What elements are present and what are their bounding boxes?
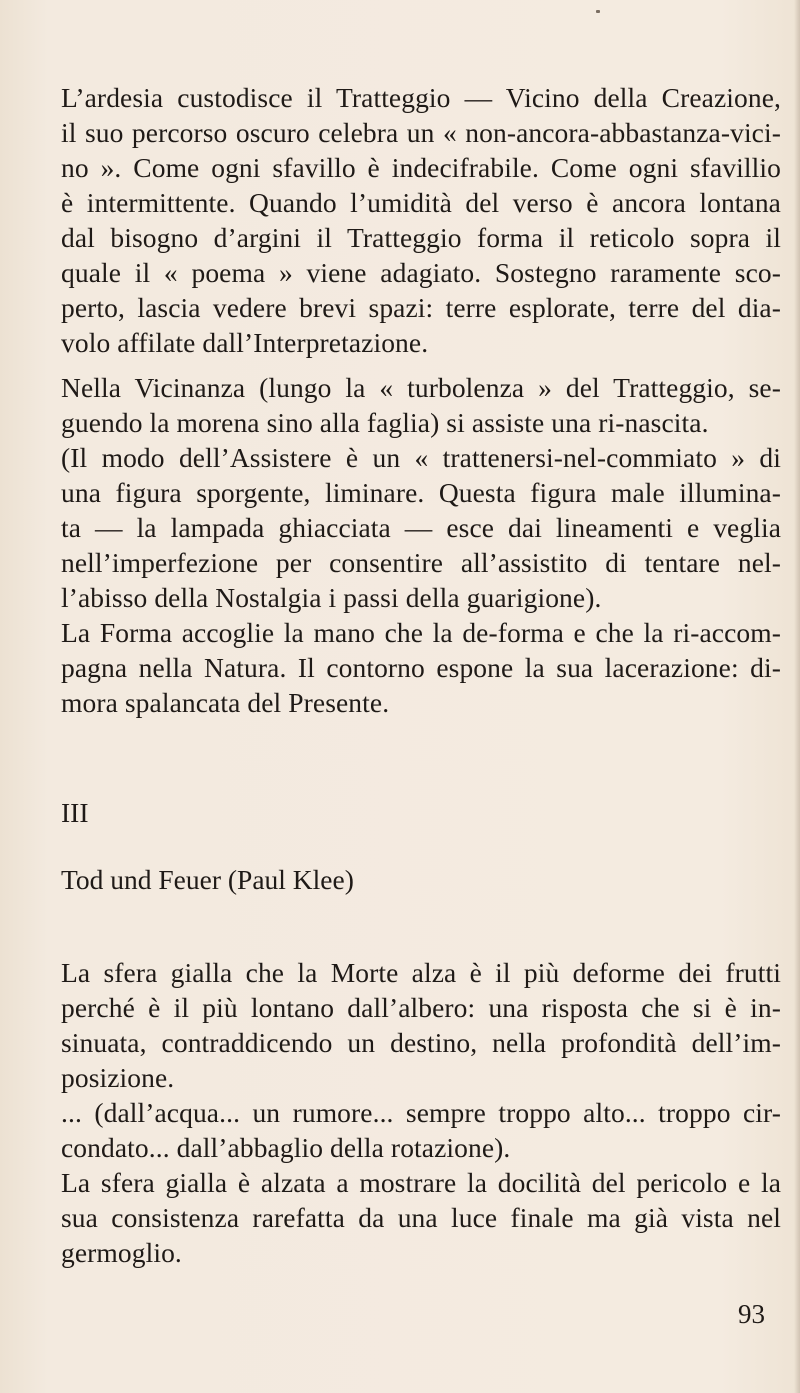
page-edge-shadow xyxy=(794,0,800,1393)
paragraph-tratteggio xyxy=(61,80,781,360)
text-line: sua consistenza rarefatta da una luce finale ma già vista nel xyxy=(61,1202,781,1233)
text-line: La sfera gialla che la Morte alza è il più deforme dei frutti xyxy=(61,957,781,988)
text-line: una figura sporgente, liminare. Questa figura male illumina- xyxy=(61,477,781,508)
text-line: sinuata, contraddicendo un destino, nella profondità dell’im- xyxy=(61,1027,781,1058)
text-line: perto, lascia vedere brevi spazi: terre esplorate, terre del dia- xyxy=(61,292,781,323)
section-title: Tod und Feuer (Paul Klee) xyxy=(61,864,354,895)
text-line: guendo la morena sino alla faglia) si assiste una ri-nascita. xyxy=(61,407,709,438)
text-line: il suo percorso oscuro celebra un « non-ancora-abbastanza-vici- xyxy=(61,117,781,148)
text-line: La Forma accoglie la mano che la de-forma e che la ri-accom- xyxy=(61,617,781,648)
text-line: ... (dall’acqua... un rumore... sempre troppo alto... troppo cir- xyxy=(61,1097,781,1128)
text-line: La sfera gialla è alzata a mostrare la docilità del pericolo e la xyxy=(61,1167,781,1198)
paragraph-sfera-gialla xyxy=(61,955,781,1270)
paragraph-vicinanza xyxy=(61,370,781,720)
text-line: ta — la lampada ghiacciata — esce dai lineamenti e veglia xyxy=(61,512,781,543)
text-line: quale il « poema » viene adagiato. Sostegno raramente sco- xyxy=(61,257,781,288)
page-number: 93 xyxy=(738,1299,765,1329)
text-line: germoglio. xyxy=(61,1237,182,1268)
text-line: condato... dall’abbaglio della rotazione). xyxy=(61,1132,511,1163)
text-line: no ». Come ogni sfavillo è indecifrabile. Come ogni sfavillio xyxy=(61,152,781,183)
text-line: perché è il più lontano dall’albero: una risposta che si è in- xyxy=(61,992,781,1023)
text-line: l’abisso della Nostalgia i passi della guarigione). xyxy=(61,582,602,613)
text-line: Nella Vicinanza (lungo la « turbolenza » del Tratteggio, se- xyxy=(61,372,781,403)
text-line: L’ardesia custodisce il Tratteggio — Vicino della Creazione, xyxy=(61,82,781,113)
text-line: pagna nella Natura. Il contorno espone la sua lacerazione: di- xyxy=(61,652,781,683)
text-line: mora spalancata del Presente. xyxy=(61,687,390,718)
text-line: (Il modo dell’Assistere è un « trattenersi-nel-commiato » di xyxy=(61,442,781,473)
print-speck xyxy=(596,10,600,13)
text-line: posizione. xyxy=(61,1062,175,1093)
text-line: nell’imperfezione per consentire all’assistito di tentare nel- xyxy=(61,547,781,578)
text-line: dal bisogno d’argini il Tratteggio forma il reticolo sopra il xyxy=(61,222,781,253)
section-number: III xyxy=(61,797,89,828)
text-line: è intermittente. Quando l’umidità del verso è ancora lontana xyxy=(61,187,781,218)
text-line: volo affilate dall’Interpretazione. xyxy=(61,327,429,358)
